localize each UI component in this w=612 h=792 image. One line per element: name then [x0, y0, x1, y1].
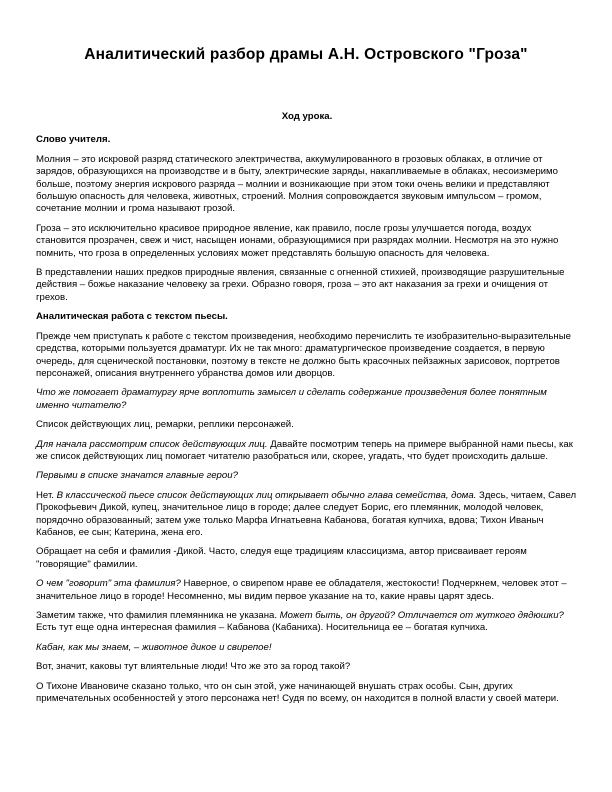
classic-list-italic: В классической пьесе список действующих лиц открывает обычно глава семейства, дома. — [56, 489, 477, 501]
document-body — [36, 111, 578, 712]
paragraph-list-remarks: Список действующих лиц, ремарки, реплики персонажей. — [36, 419, 294, 431]
nephew-text: Есть тут еще одна интересная фамилия – Кабанова (Кабаниха). Носительница ее – богатая купчиха. — [36, 622, 488, 634]
paragraph-boar: Кабан, как мы знаем, – животное дикое и свирепое! — [36, 641, 272, 653]
paragraph-influential-people: Вот, значит, каковы тут влиятельные люди! Что же это за город такой? — [36, 661, 351, 673]
teacher-word-heading: Слово учителя. — [36, 134, 111, 146]
paragraph-lightning: Молния – это искровой разряд статического электричества, аккумулированного в грозовых облаках, в отличие от зарядов, образующихся на производстве и в быту, электрические заряды, накапливаемые в облаках, несоизмеримо больше, поэтому энергия искрового разряда – молнии и возникающие при этом токи очень велики и представляют большую опасность для человека, животных, строений. Молния сопровождается звуковым импульсом – громом, сочетание молнии и грома называют грозой. — [36, 153, 558, 215]
paragraph-surname-meaning — [36, 578, 578, 603]
document-title: Аналитический разбор драмы А.Н. Островского "Гроза" — [84, 46, 528, 63]
paragraph-dikoy-surname: Обращает на себя и фамилия -Дикой. Часто, следуя еще традициям классицизма, автор присваивает героям "говорящие" фамилии. — [36, 546, 527, 570]
analysis-heading: Аналитическая работа с текстом пьесы. — [36, 311, 228, 323]
paragraph-tikhon: О Тихоне Ивановиче сказано только, что он сын этой, уже начинающей внушать страх особы. Сын, других примечательных особенностей у этого персонажа нет! Судя по всему, он находится в полной власти у своей матери. — [36, 680, 559, 705]
nephew-start: Заметим также, что фамилия племянника не указана. — [36, 610, 280, 621]
question-main-heroes: Первыми в списке значатся главные герои? — [36, 470, 238, 482]
classic-list-text: Здесь, читаем, Савел Прокофьевич Дикой, купец, значительное лицо в городе; далее следует Борис, его племянник, молодой человек, порядочно образованный; затем уже только Марфа Игнатьевна Кабанова, богатая купчиха, вдова; Тихон Иваныч Кабанов, ее сын; Катерина, жена его. — [36, 489, 577, 538]
classic-list-start: Нет. — [36, 489, 57, 501]
paragraph-drama-means: Прежде чем приступать к работе с текстом произведения, необходимо перечислить те изобразительно-выразительные средства, которыми пользуется драматург. Их не так много: драматургическое произведение создается, в первую очередь, для сценической постановки, поэтому в тексте не должно быть красочных пейзажных зарисовок, портретов персонажей, описания внутреннего убранства домов или дворцов. — [36, 330, 571, 379]
characters-list-text: Давайте посмотрим теперь на примере выбранной нами пьесы, как же список действующих лиц помогает читателю разобраться или, скорее, угадать, что будет происходить дальше. — [36, 438, 573, 462]
paragraph-classic-list — [36, 490, 578, 540]
surname-answer-text: Наверное, о свирепом нраве ее обладателя, жестокости! Подчеркнем, человек этот – значительное лицо в городе! Несомненно, мы видим первое указание на то, какие нравы царят здесь. — [36, 578, 567, 602]
paragraph-characters-list — [36, 439, 578, 464]
surname-question-italic: О чем "говорит" эта фамилия? — [36, 578, 181, 590]
characters-list-italic: Для начала рассмотрим список действующих лиц. — [36, 438, 268, 450]
nephew-italic: Может быть, он другой? Отличается от жуткого дядюшки? — [279, 610, 564, 621]
paragraph-nephew — [36, 610, 578, 635]
paragraph-thunderstorm: Гроза – это исключительно красивое природное явление, как правило, после грозы улучшается погода, воздух становится прозрачен, свеж и чист, насыщен ионами, образующимися при разрядах молнии. Несмотря на это нужно помнить, что гроза в определенных условиях может представлять большую опасность для человека. — [36, 222, 559, 259]
question-dramatist: Что же помогает драматургу ярче воплотить замысел и сделать содержание произведения более понятным именно читателю? — [36, 387, 547, 411]
lesson-heading: Ход урока. — [281, 111, 333, 122]
paragraph-ancestors: В представлении наших предков природные явления, связанные с огненной стихией, производящие разрушительные действия – божье наказание человеку за грехи. Образно говоря, гроза – это акт наказания за грехи и очищения от грехов. — [36, 267, 565, 303]
